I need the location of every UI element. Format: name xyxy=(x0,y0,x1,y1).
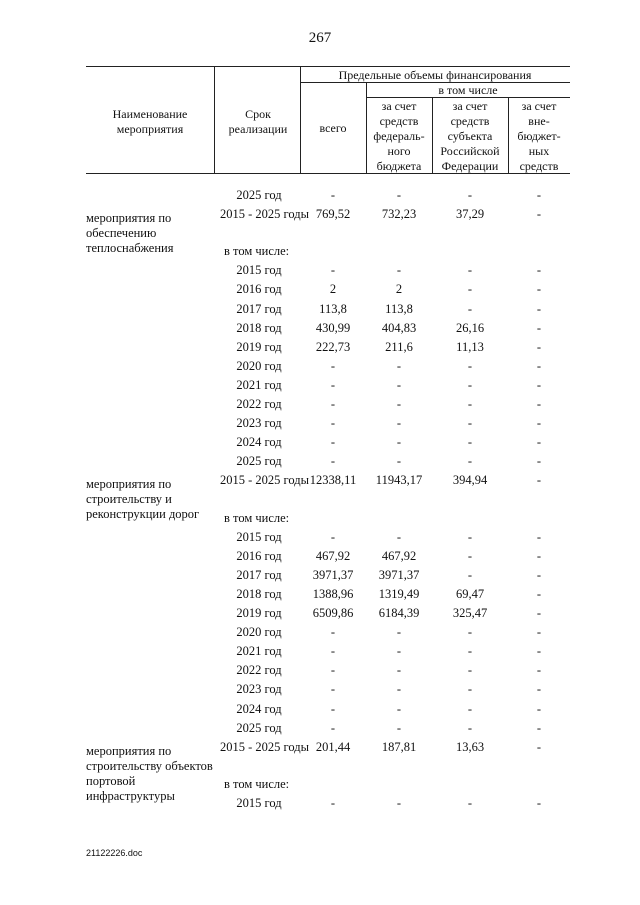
extra-cell: - xyxy=(536,454,542,469)
federal-cell: 11943,17 xyxy=(375,473,423,488)
federal-cell: 2 xyxy=(395,282,403,297)
extra-cell: - xyxy=(536,320,542,335)
extra-cell: - xyxy=(536,358,542,373)
regional-cell: - xyxy=(467,682,473,697)
period-cell: 2022 год xyxy=(236,397,282,411)
total-cell: 12338,11 xyxy=(309,473,357,488)
total-cell: - xyxy=(330,416,336,431)
regional-cell: - xyxy=(467,435,473,450)
regional-cell: 325,47 xyxy=(452,606,488,620)
period-cell: 2015 год xyxy=(236,263,282,278)
regional-cell: - xyxy=(467,416,473,431)
measure-name: мероприятия по строительству и реконструкции дорог xyxy=(86,477,200,522)
regional-cell: - xyxy=(467,644,473,659)
total-cell: 222,73 xyxy=(315,339,351,354)
period-cell: 2017 год xyxy=(236,567,282,582)
total-cell: - xyxy=(330,701,336,716)
extra-cell: - xyxy=(536,207,542,222)
federal-cell: - xyxy=(396,625,402,640)
regional-cell: - xyxy=(467,377,473,392)
header-name: Наименование мероприятия xyxy=(112,107,188,136)
total-cell: - xyxy=(330,188,336,202)
extra-cell: - xyxy=(536,397,542,411)
regional-cell: - xyxy=(467,701,473,716)
header-period: Срок реализации xyxy=(228,107,288,136)
extra-cell: - xyxy=(536,377,542,392)
extra-cell: - xyxy=(536,529,542,544)
total-cell: - xyxy=(330,263,336,278)
extra-cell: - xyxy=(536,548,542,563)
period-cell: 2025 год xyxy=(236,454,282,469)
subtotal-label: в том числе: xyxy=(224,244,290,259)
period-cell: 2016 год xyxy=(236,548,282,563)
federal-cell: - xyxy=(396,454,402,469)
period-cell: 2024 год xyxy=(236,435,282,450)
total-cell: - xyxy=(330,720,336,735)
federal-cell: - xyxy=(396,397,402,411)
header-regional: за счет средств субъекта Российской Федерации xyxy=(440,99,500,173)
federal-cell: - xyxy=(396,795,402,810)
period-cell: 2015 год xyxy=(236,529,282,544)
table-top-border xyxy=(86,66,570,67)
extra-cell: - xyxy=(536,586,542,601)
period-cell: 2018 год xyxy=(236,586,282,601)
header-federal: за счет средств федераль-ного бюджета xyxy=(373,99,425,173)
regional-cell: - xyxy=(467,567,473,582)
regional-cell: - xyxy=(467,301,473,316)
extra-cell: - xyxy=(536,301,542,316)
federal-cell: - xyxy=(396,663,402,678)
extra-cell: - xyxy=(536,644,542,659)
federal-cell: - xyxy=(396,416,402,431)
extra-cell: - xyxy=(536,682,542,697)
period-cell: 2023 год xyxy=(236,682,282,697)
total-cell: 1388,96 xyxy=(312,586,354,601)
federal-cell: - xyxy=(396,435,402,450)
regional-cell: 69,47 xyxy=(455,586,485,601)
extra-cell: - xyxy=(536,339,542,354)
footer-filename: 21122226.doc xyxy=(86,848,143,858)
total-cell: 113,8 xyxy=(319,301,347,316)
total-cell: - xyxy=(330,644,336,659)
period-cell: 2020 год xyxy=(236,625,282,640)
extra-cell: - xyxy=(536,188,542,202)
extra-cell: - xyxy=(536,282,542,297)
extra-cell: - xyxy=(536,739,542,754)
extra-cell: - xyxy=(536,606,542,620)
total-cell: - xyxy=(330,625,336,640)
header-including: в том числе xyxy=(438,83,498,97)
regional-cell: - xyxy=(467,720,473,735)
total-cell: - xyxy=(330,529,336,544)
extra-cell: - xyxy=(536,473,542,488)
regional-cell: - xyxy=(467,548,473,563)
federal-cell: 1319,49 xyxy=(378,586,420,601)
regional-cell: - xyxy=(467,795,473,810)
regional-cell: - xyxy=(467,397,473,411)
period-cell: 2021 год xyxy=(236,377,282,392)
federal-cell: - xyxy=(396,188,402,202)
total-cell: - xyxy=(330,454,336,469)
period-cell: 2015 - 2025 годы xyxy=(220,473,310,488)
federal-cell: 211,6 xyxy=(385,339,413,354)
total-cell: - xyxy=(330,435,336,450)
period-cell: 2021 год xyxy=(236,644,282,659)
total-cell: - xyxy=(330,663,336,678)
period-cell: 2015 - 2025 годы xyxy=(220,739,310,754)
extra-cell: - xyxy=(536,263,542,278)
regional-cell: 37,29 xyxy=(455,207,485,222)
period-cell: 2018 год xyxy=(236,320,282,335)
total-cell: - xyxy=(330,795,336,810)
federal-cell: - xyxy=(396,720,402,735)
regional-cell: - xyxy=(467,663,473,678)
federal-cell: - xyxy=(396,377,402,392)
header-divider-5 xyxy=(508,97,509,173)
regional-cell: - xyxy=(467,188,473,202)
federal-cell: 6184,39 xyxy=(378,606,420,620)
period-cell: 2022 год xyxy=(236,663,282,678)
extra-cell: - xyxy=(536,435,542,450)
regional-cell: - xyxy=(467,454,473,469)
regional-cell: 11,13 xyxy=(456,339,484,354)
total-cell: - xyxy=(330,397,336,411)
header-extra: за счет вне-бюджет-ных средств xyxy=(517,99,561,173)
federal-cell: - xyxy=(396,263,402,278)
period-cell: 2019 год xyxy=(236,339,282,354)
federal-cell: - xyxy=(396,358,402,373)
regional-cell: 394,94 xyxy=(452,473,488,488)
extra-cell: - xyxy=(536,663,542,678)
total-cell: 467,92 xyxy=(315,548,351,563)
total-cell: 2 xyxy=(329,282,337,297)
period-cell: 2020 год xyxy=(236,358,282,373)
period-cell: 2015 - 2025 годы xyxy=(220,207,310,222)
federal-cell: - xyxy=(396,682,402,697)
regional-cell: 26,16 xyxy=(455,320,485,335)
header-funding: Предельные объемы финансирования xyxy=(338,68,532,82)
total-cell: - xyxy=(330,358,336,373)
period-cell: 2024 год xyxy=(236,701,282,716)
period-cell: 2023 год xyxy=(236,416,282,431)
federal-cell: - xyxy=(396,644,402,659)
regional-cell: - xyxy=(467,625,473,640)
subtotal-label: в том числе: xyxy=(224,776,290,791)
measure-name: мероприятия по строительству объектов портовой инфраструктуры xyxy=(86,743,213,803)
page-number: 267 xyxy=(308,30,332,46)
subtotal-label: в том числе: xyxy=(224,510,290,525)
extra-cell: - xyxy=(536,625,542,640)
measure-name: мероприятия по обеспечению теплоснабжения xyxy=(86,211,174,256)
period-cell: 2015 год xyxy=(236,795,282,810)
federal-cell: 404,83 xyxy=(381,320,417,335)
extra-cell: - xyxy=(536,701,542,716)
period-cell: 2016 год xyxy=(236,282,282,297)
extra-cell: - xyxy=(536,567,542,582)
header-divider-4 xyxy=(432,97,433,173)
period-cell: 2019 год xyxy=(236,606,282,620)
federal-cell: 467,92 xyxy=(381,548,417,563)
federal-cell: 187,81 xyxy=(381,739,417,754)
regional-cell: 13,63 xyxy=(455,739,485,754)
regional-cell: - xyxy=(467,282,473,297)
total-cell: - xyxy=(330,377,336,392)
total-cell: 769,52 xyxy=(315,207,351,222)
period-cell: 2017 год xyxy=(236,301,282,316)
header-total: всего xyxy=(319,121,347,135)
regional-cell: - xyxy=(467,358,473,373)
period-cell: 2025 год xyxy=(236,188,282,202)
federal-cell: - xyxy=(396,701,402,716)
extra-cell: - xyxy=(536,720,542,735)
federal-cell: 732,23 xyxy=(381,207,417,222)
regional-cell: - xyxy=(467,263,473,278)
total-cell: - xyxy=(330,682,336,697)
federal-cell: 113,8 xyxy=(385,301,413,316)
total-cell: 201,44 xyxy=(315,739,351,754)
header-divider-1 xyxy=(214,66,215,173)
federal-cell: - xyxy=(396,529,402,544)
regional-cell: - xyxy=(467,529,473,544)
total-cell: 3971,37 xyxy=(312,567,354,582)
federal-cell: 3971,37 xyxy=(378,567,420,582)
extra-cell: - xyxy=(536,416,542,431)
period-cell: 2025 год xyxy=(236,720,282,735)
total-cell: 430,99 xyxy=(315,320,351,335)
extra-cell: - xyxy=(536,795,542,810)
total-cell: 6509,86 xyxy=(312,606,354,620)
